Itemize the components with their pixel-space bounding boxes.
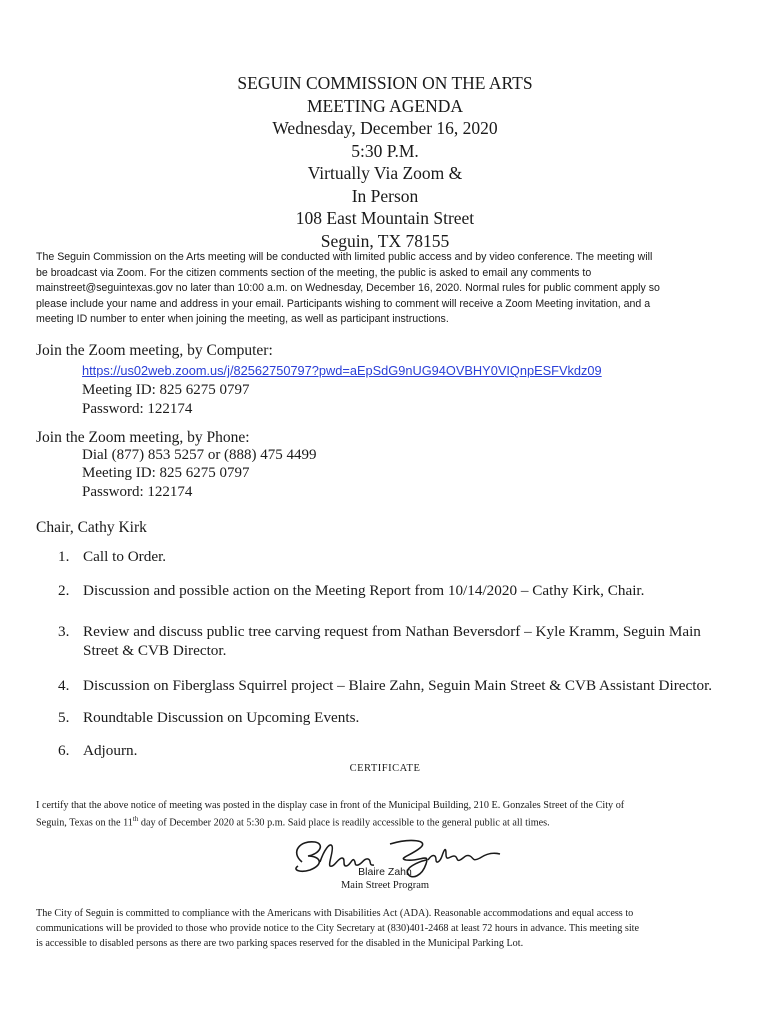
computer-password: Password: 122174 xyxy=(82,401,193,417)
certificate-line: I certify that the above notice of meeting was posted in the display case in front of the Municipal Building, 210 E. Gonzales Street of the City of xyxy=(36,800,625,811)
chair-name: Chair, Cathy Kirk xyxy=(36,519,147,536)
zoom-link-row xyxy=(82,363,602,380)
agenda-item xyxy=(58,742,137,760)
agenda-item-continuation: Street & CVB Director. xyxy=(83,642,227,659)
zoom-meeting-link[interactable]: https://us02web.zoom.us/j/82562750797?pwd=aEpSdG9nUG94OVBHY0VIQnpESFVkdz09 xyxy=(82,363,602,378)
intro-line: mainstreet@seguintexas.gov no later than 10:00 a.m. on Wednesday, December 16, 2020. Normal rules for public comment apply so xyxy=(36,282,660,295)
agenda-item-number: 5. xyxy=(58,709,70,726)
header-virtual: Virtually Via Zoom & xyxy=(307,163,463,183)
agenda-item-number: 1. xyxy=(58,548,70,565)
header-date: Wednesday, December 16, 2020 xyxy=(272,118,498,138)
agenda-item xyxy=(58,677,712,695)
phone-dial-numbers: Dial (877) 853 5257 or (888) 475 4499 xyxy=(82,447,317,463)
phone-password: Password: 122174 xyxy=(82,484,193,500)
header-city: Seguin, TX 78155 xyxy=(320,230,450,251)
header-doc-type: MEETING AGENDA xyxy=(306,95,464,116)
agenda-item-number: 3. xyxy=(58,623,70,640)
signer-name: Blaire Zahn xyxy=(358,866,412,878)
phone-join-heading: Join the Zoom meeting, by Phone: xyxy=(36,429,250,446)
agenda-item-text: Discussion on Fiberglass Squirrel project – Blaire Zahn, Seguin Main Street & CVB Assistant Director. xyxy=(83,677,713,694)
agenda-item-text: Review and discuss public tree carving request from Nathan Beversdorf – Kyle Kramm, Seguin Main xyxy=(83,623,701,640)
header-commission-name: SEGUIN COMMISSION ON THE ARTS xyxy=(237,73,533,93)
agenda-header xyxy=(0,72,770,252)
agenda-item-text: Call to Order. xyxy=(83,548,167,565)
header-street: 108 East Mountain Street xyxy=(295,208,475,228)
agenda-item xyxy=(58,709,359,727)
agenda-item-text: Roundtable Discussion on Upcoming Events. xyxy=(83,709,360,726)
signer-title: Main Street Program xyxy=(340,880,430,891)
agenda-item xyxy=(58,548,166,566)
certificate-text-pre: Seguin, Texas on the 11 xyxy=(36,817,133,829)
ada-notice-line: communications will be provided to those who provide notice to the City Secretary at (830)401-2468 at least 72 hours in advance. This meeting site xyxy=(36,923,640,934)
agenda-item-number: 6. xyxy=(58,742,70,759)
intro-paragraph xyxy=(36,250,726,328)
agenda-item-text: Discussion and possible action on the Meeting Report from 10/14/2020 – Cathy Kirk, Chair. xyxy=(83,582,645,599)
phone-meeting-id: Meeting ID: 825 6275 0797 xyxy=(82,465,250,481)
ada-notice-line: The City of Seguin is committed to compliance with the Americans with Disabilities Act (ADA). Reasonable accommodations and equal access to xyxy=(36,908,634,919)
header-in-person: In Person xyxy=(351,185,419,206)
computer-join-heading: Join the Zoom meeting, by Computer: xyxy=(36,342,273,359)
intro-line: The Seguin Commission on the Arts meeting will be conducted with limited public access and by video conference. The meeting will xyxy=(36,251,653,263)
certificate-ordinal: th xyxy=(132,815,139,823)
agenda-item-number: 4. xyxy=(58,677,70,694)
intro-line: please include your name and address in your email. Participants wishing to comment will receive a Zoom Meeting invitation, and a xyxy=(36,297,651,310)
agenda-item xyxy=(58,582,644,600)
certificate-text-post: day of December 2020 at 5:30 p.m. Said place is readily accessible to the general public at all times. xyxy=(138,817,550,829)
ada-notice-line: is accessible to disabled persons as there are two parking spaces reserved for the disabled in the Municipal Parking Lot. xyxy=(36,938,524,949)
intro-line: meeting ID number to enter when joining the meeting, as well as participant instructions. xyxy=(36,313,449,326)
agenda-item-text: Adjourn. xyxy=(83,742,138,759)
agenda-item xyxy=(58,623,701,641)
header-time: 5:30 P.M. xyxy=(351,140,419,161)
certificate-line xyxy=(36,815,550,828)
certificate-title: CERTIFICATE xyxy=(349,763,421,774)
computer-meeting-id: Meeting ID: 825 6275 0797 xyxy=(82,382,250,398)
intro-line: be broadcast via Zoom. For the citizen comments section of the meeting, the public is asked to email any comments to xyxy=(36,266,592,279)
agenda-item-number: 2. xyxy=(58,582,70,599)
